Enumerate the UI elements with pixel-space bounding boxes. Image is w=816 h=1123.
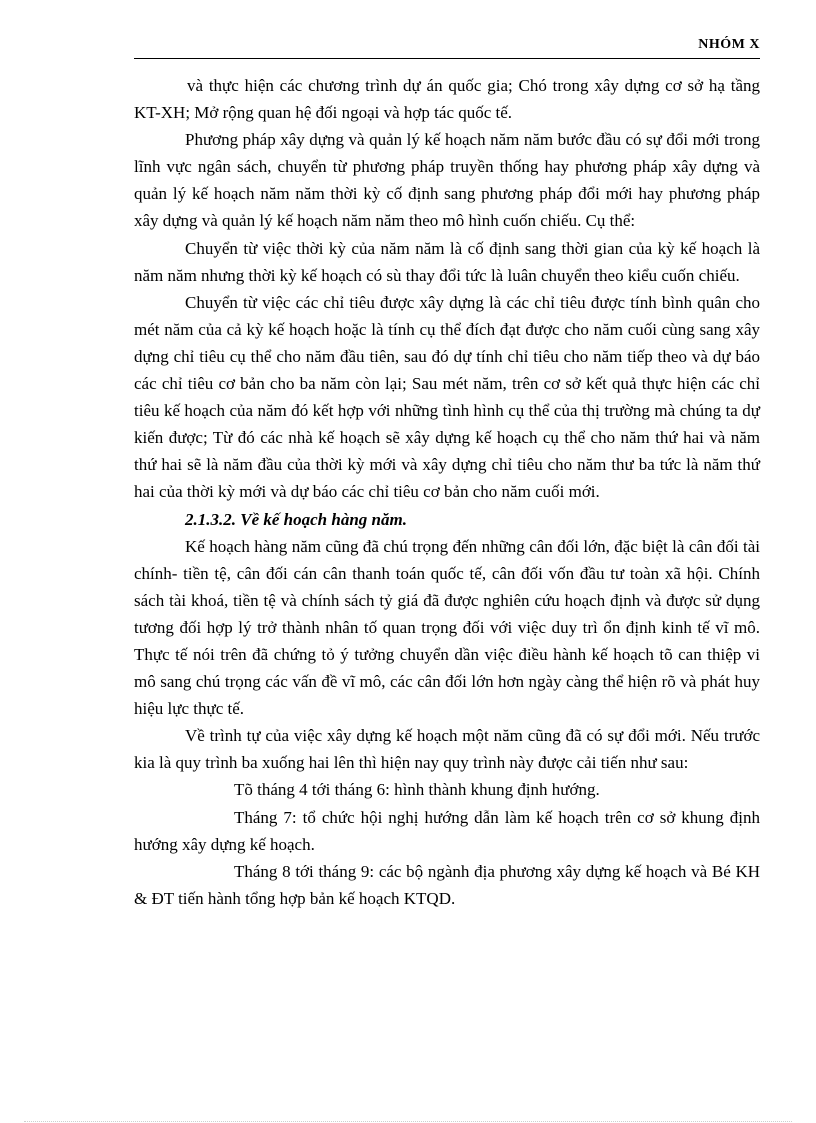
page-header	[134, 30, 760, 59]
schedule-item: Tõ tháng 4 tới tháng 6: hình thành khung định hướng.	[234, 780, 600, 800]
schedule-item: Tháng 7: tổ chức hội nghị hướng dẫn làm kế hoạch trên cơ sở khung định hướng xây dựng kế hoạch.	[134, 807, 760, 854]
header-title: NHÓM X	[698, 37, 760, 52]
section-heading: 2.1.3.2. Về kế hoạch hàng năm.	[185, 509, 407, 529]
page-bottom-divider	[24, 1121, 792, 1122]
paragraph: Chuyển từ việc các chỉ tiêu được xây dựng là các chỉ tiêu được tính bình quân cho mét năm của cả kỳ kế hoạch hoặc là tính cụ thể đích đạt được cho năm cuối cùng sang xây dựng chỉ tiêu cụ thể cho năm đầu tiên, sau đó dự tính chỉ tiêu cho năm tiếp theo và dự báo các chỉ tiêu cơ bản cho ba năm còn lại; Sau mét năm, trên cơ sở kết quả thực hiện các chỉ tiêu kế hoạch của năm đó kết hợp với những tình hình cụ thể của thị trường mà chúng ta dự kiến được; Từ đó các nhà kế hoạch sẽ xây dựng kế hoạch cụ thể cho năm thứ hai và năm thứ hai sẽ là năm đầu của thời kỳ mới và xây dựng chỉ tiêu cho năm thư ba tức là năm thứ hai của thời kỳ mới và dự báo các chỉ tiêu cơ bản cho năm cuối mới.	[134, 292, 760, 502]
paragraph: Về trình tự của việc xây dựng kế hoạch một năm cũng đã có sự đổi mới. Nếu trước kia là quy trình ba xuống hai lên thì hiện nay quy trình này được cải tiến như sau:	[134, 726, 760, 773]
document-body	[134, 72, 760, 912]
schedule-item: Tháng 8 tới tháng 9: các bộ ngành địa phương xây dựng kế hoạch và Bé KH & ĐT tiến hành tổng hợp bản kế hoạch KTQD.	[134, 861, 760, 908]
paragraph-continuation: và thực hiện các chương trình dự án quốc gia; Chó trong xây dựng cơ sở hạ tầng KT-XH; Mở rộng quan hệ đối ngoại và hợp tác quốc tế.	[134, 76, 760, 123]
paragraph: Chuyển từ việc thời kỳ của năm năm là cố định sang thời gian của kỳ kế hoạch là năm năm nhưng thời kỳ kế hoạch có sù thay đổi tức là luân chuyển theo kiểu cuốn chiếu.	[134, 238, 760, 285]
paragraph: Kế hoạch hàng năm cũng đã chú trọng đến những cân đối lớn, đặc biệt là cân đối tài chính- tiền tệ, cân đối cán cân thanh toán quốc tế, cân đối vốn đầu tư toàn xã hội. Chính sách tài khoá, tiền tệ và chính sách tỷ giá đã được nghiên cứu hoạch định và được sử dụng tương đối hợp lý trở thành nhân tố quan trọng đối với việc duy trì ổn định kinh tế vĩ mô. Thực tế nói trên đã chứng tỏ ý tưởng chuyển dần việc điều hành kế hoạch tõ can thiệp vi mô sang chú trọng các vấn đề vĩ mô, các cân đối lớn hơn ngày càng thể hiện rõ và phát huy hiệu lực thực tế.	[134, 536, 760, 719]
paragraph: Phương pháp xây dựng và quản lý kế hoạch năm năm bước đầu có sự đổi mới trong lĩnh vực ngân sách, chuyển từ phương pháp truyền thống hay phương pháp xây dựng và quản lý kế hoạch năm năm thời kỳ cố định sang phương pháp đổi mới hay phương pháp xây dựng và quản lý kế hoạch năm năm theo mô hình cuốn chiếu. Cụ thể:	[134, 130, 760, 231]
